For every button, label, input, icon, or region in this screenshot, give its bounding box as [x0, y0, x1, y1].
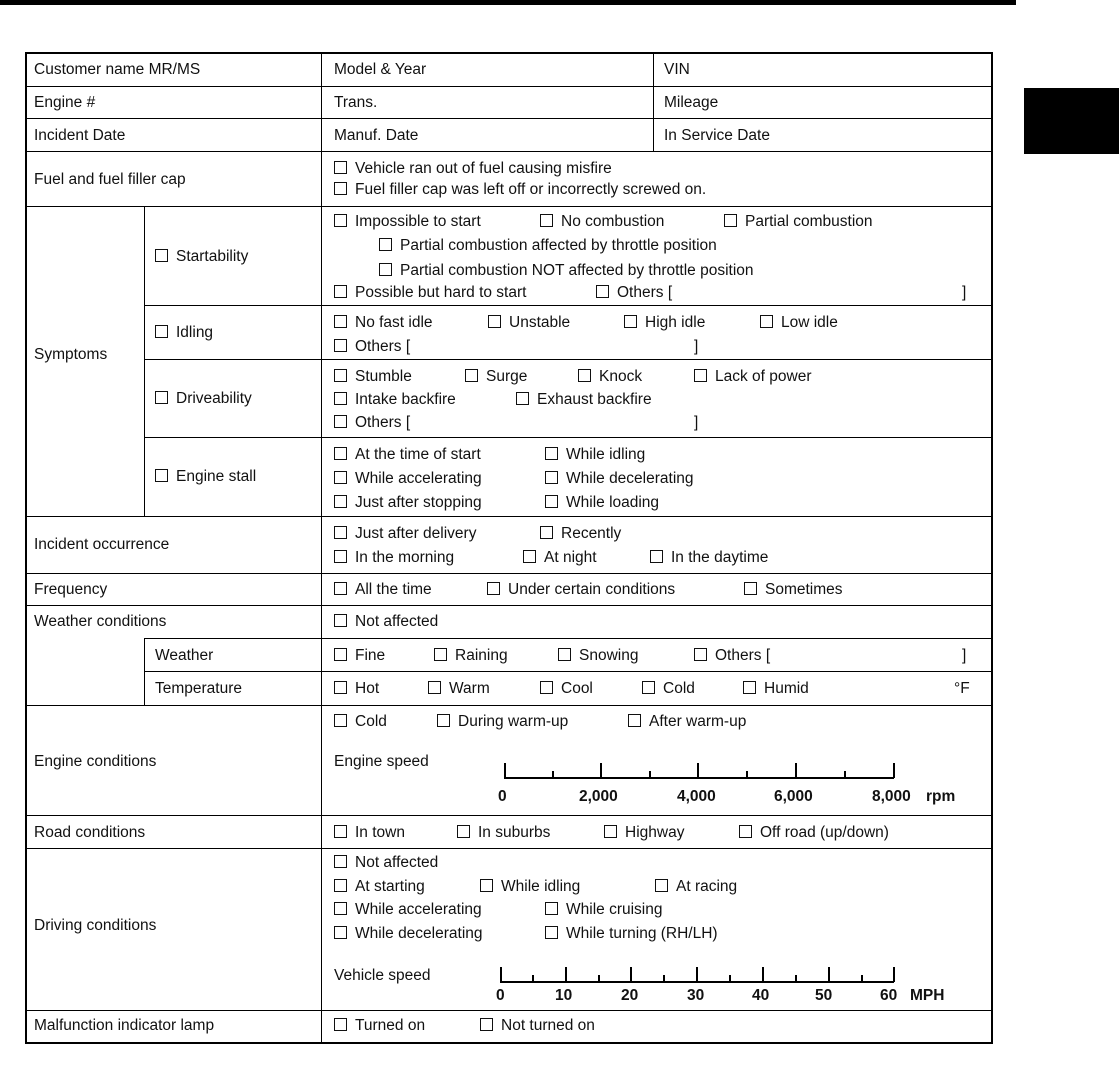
option[interactable]: During warm-up — [437, 713, 568, 731]
option[interactable]: Others [ — [694, 647, 770, 665]
checkbox[interactable] — [628, 714, 641, 727]
checkbox[interactable] — [379, 238, 392, 251]
bracket-close: ] — [962, 284, 967, 301]
major-tick — [565, 967, 567, 982]
checkbox[interactable] — [465, 369, 478, 382]
mileage-label: Mileage — [664, 94, 719, 111]
checkbox[interactable] — [428, 681, 441, 694]
checkbox[interactable] — [604, 825, 617, 838]
col-line — [144, 638, 145, 705]
checkbox[interactable] — [545, 447, 558, 460]
bracket-close: ] — [694, 414, 699, 431]
minor-tick — [729, 975, 731, 982]
checkbox[interactable] — [334, 214, 347, 227]
checkbox[interactable] — [379, 263, 392, 276]
checkbox[interactable] — [334, 315, 347, 328]
option[interactable]: In the morning — [334, 549, 454, 567]
checkbox[interactable] — [334, 161, 347, 174]
checkbox[interactable] — [155, 325, 168, 338]
scale-label: 40 — [752, 987, 770, 1004]
weather-conditions-label: Weather conditions — [34, 613, 167, 630]
checkbox[interactable] — [334, 714, 347, 727]
option[interactable]: Under certain conditions — [487, 581, 675, 599]
checkbox[interactable] — [155, 469, 168, 482]
major-tick — [762, 967, 764, 982]
option[interactable]: Exhaust backfire — [516, 391, 652, 409]
option[interactable]: Unstable — [488, 314, 570, 332]
checkbox[interactable] — [744, 582, 757, 595]
option[interactable]: At racing — [655, 878, 737, 896]
checkbox[interactable] — [334, 285, 347, 298]
option[interactable]: In town — [334, 824, 405, 842]
checkbox[interactable] — [540, 681, 553, 694]
option[interactable]: Not turned on — [480, 1017, 595, 1035]
option[interactable]: High idle — [624, 314, 705, 332]
option[interactable]: Partial combustion affected by throttle position — [379, 237, 717, 255]
checkbox[interactable] — [334, 582, 347, 595]
row-line — [25, 848, 993, 849]
unit-mph: MPH — [910, 987, 945, 1004]
temperature-label: Temperature — [155, 680, 243, 697]
scale-label: 10 — [555, 987, 573, 1004]
scale-label: 0 — [496, 987, 505, 1004]
row-line — [144, 305, 993, 306]
checkbox[interactable] — [437, 714, 450, 727]
row-line — [25, 118, 993, 119]
checkbox[interactable] — [655, 879, 668, 892]
row-line — [25, 516, 993, 517]
scale-label: 8,000 — [872, 788, 911, 805]
row-line — [144, 671, 993, 672]
minor-tick — [649, 771, 651, 778]
checkbox[interactable] — [540, 214, 553, 227]
row-line — [25, 605, 993, 606]
minor-tick — [861, 975, 863, 982]
option[interactable]: Warm — [428, 680, 490, 698]
checkbox[interactable] — [545, 926, 558, 939]
option[interactable]: Cold — [334, 713, 387, 731]
incident-date-label: Incident Date — [34, 127, 126, 144]
checkbox[interactable] — [596, 285, 609, 298]
col-line — [144, 206, 145, 516]
checkbox[interactable] — [334, 879, 347, 892]
checkbox[interactable] — [434, 648, 447, 661]
option[interactable]: Turned on — [334, 1017, 425, 1035]
bracket-close: ] — [962, 647, 967, 664]
checkbox[interactable] — [523, 550, 536, 563]
checkbox[interactable] — [334, 182, 347, 195]
minor-tick — [552, 771, 554, 778]
engine-conditions-label: Engine conditions — [34, 753, 157, 770]
checkbox[interactable] — [334, 614, 347, 627]
in-service-date-label: In Service Date — [664, 127, 770, 144]
checkbox[interactable] — [545, 495, 558, 508]
checkbox[interactable] — [334, 495, 347, 508]
major-tick — [600, 763, 602, 778]
minor-tick — [795, 975, 797, 982]
option[interactable]: Others [ — [334, 338, 410, 356]
option[interactable]: Off road (up/down) — [739, 824, 889, 842]
scale-label: 6,000 — [774, 788, 813, 805]
checkbox[interactable] — [488, 315, 501, 328]
unit-fahrenheit: °F — [954, 680, 970, 697]
checkbox[interactable] — [694, 369, 707, 382]
vin-label: VIN — [664, 61, 690, 78]
checkbox[interactable] — [457, 825, 470, 838]
option[interactable]: In the daytime — [650, 549, 768, 567]
checkbox[interactable] — [480, 879, 493, 892]
option[interactable]: Impossible to start — [334, 213, 481, 231]
row-line — [25, 815, 993, 816]
option[interactable]: No combustion — [540, 213, 664, 231]
col-line — [653, 52, 654, 151]
checkbox[interactable] — [578, 369, 591, 382]
checkbox[interactable] — [624, 315, 637, 328]
option[interactable]: Partial combustion — [724, 213, 873, 231]
option[interactable]: After warm-up — [628, 713, 746, 731]
row-line — [321, 638, 993, 639]
checkbox[interactable] — [334, 392, 347, 405]
option[interactable]: Just after delivery — [334, 525, 476, 543]
option[interactable]: While loading — [545, 494, 659, 512]
option[interactable]: Low idle — [760, 314, 838, 332]
scale-label: 20 — [621, 987, 639, 1004]
checkbox[interactable] — [724, 214, 737, 227]
option[interactable]: Others [ — [334, 414, 410, 432]
idling-option[interactable]: Idling — [155, 324, 213, 342]
option[interactable]: Snowing — [558, 647, 638, 665]
option[interactable]: Knock — [578, 368, 642, 386]
scale-label: 4,000 — [677, 788, 716, 805]
section-tab — [1024, 88, 1119, 154]
checkbox[interactable] — [540, 526, 553, 539]
major-tick — [500, 967, 502, 982]
checkbox[interactable] — [334, 339, 347, 352]
unit-rpm: rpm — [926, 788, 956, 805]
checkbox[interactable] — [334, 550, 347, 563]
minor-tick — [844, 771, 846, 778]
option[interactable]: Fine — [334, 647, 385, 665]
minor-tick — [746, 771, 748, 778]
model-year-label: Model & Year — [334, 61, 427, 78]
option[interactable]: All the time — [334, 581, 432, 599]
vehicle-speed-label: Vehicle speed — [334, 967, 431, 984]
bracket-close: ] — [694, 338, 699, 355]
option[interactable]: Raining — [434, 647, 508, 665]
row-line — [144, 359, 993, 360]
col-line — [321, 52, 322, 1044]
option[interactable]: At starting — [334, 878, 425, 896]
mil-label: Malfunction indicator lamp — [34, 1017, 215, 1034]
fuel-option[interactable]: Vehicle ran out of fuel causing misfire — [334, 160, 612, 178]
checkbox[interactable] — [545, 471, 558, 484]
option[interactable]: Hot — [334, 680, 379, 698]
symptoms-label: Symptoms — [34, 346, 108, 363]
major-tick — [696, 967, 698, 982]
customer-name-label: Customer name MR/MS — [34, 61, 201, 78]
option[interactable]: Highway — [604, 824, 684, 842]
option[interactable]: Surge — [465, 368, 527, 386]
option[interactable]: Cold — [642, 680, 695, 698]
option[interactable]: While decelerating — [334, 925, 483, 943]
row-line — [25, 573, 993, 574]
row-line — [25, 705, 993, 706]
option[interactable]: While accelerating — [334, 901, 482, 919]
major-tick — [697, 763, 699, 778]
option[interactable]: Not affected — [334, 854, 438, 872]
option[interactable]: At the time of start — [334, 446, 481, 464]
option[interactable]: Possible but hard to start — [334, 284, 526, 302]
engine-speed-scale — [504, 777, 894, 779]
checkbox[interactable] — [334, 471, 347, 484]
checkbox[interactable] — [480, 1018, 493, 1031]
option[interactable]: Just after stopping — [334, 494, 482, 512]
driving-conditions-label: Driving conditions — [34, 917, 157, 934]
option[interactable]: At night — [523, 549, 597, 567]
checkbox[interactable] — [642, 681, 655, 694]
checkbox[interactable] — [155, 391, 168, 404]
minor-tick — [598, 975, 600, 982]
scale-label: 60 — [880, 987, 898, 1004]
major-tick — [828, 967, 830, 982]
manuf-date-label: Manuf. Date — [334, 127, 419, 144]
option[interactable]: While accelerating — [334, 470, 482, 488]
engine-speed-label: Engine speed — [334, 753, 429, 770]
option[interactable]: Not affected — [334, 613, 438, 631]
engine-number-label: Engine # — [34, 94, 96, 111]
checkbox[interactable] — [334, 855, 347, 868]
checkbox[interactable] — [334, 825, 347, 838]
checkbox[interactable] — [545, 902, 558, 915]
option[interactable]: Lack of power — [694, 368, 812, 386]
checkbox[interactable] — [155, 249, 168, 262]
top-rule — [0, 0, 1016, 5]
trans-label: Trans. — [334, 94, 378, 111]
major-tick — [795, 763, 797, 778]
option[interactable]: In suburbs — [457, 824, 550, 842]
checkbox[interactable] — [334, 415, 347, 428]
option[interactable]: While turning (RH/LH) — [545, 925, 718, 943]
option[interactable]: Sometimes — [744, 581, 843, 599]
minor-tick — [663, 975, 665, 982]
option[interactable]: While decelerating — [545, 470, 694, 488]
incident-occurrence-label: Incident occurrence — [34, 536, 170, 553]
minor-tick — [532, 975, 534, 982]
checkbox[interactable] — [334, 526, 347, 539]
checkbox[interactable] — [334, 926, 347, 939]
checkbox[interactable] — [334, 369, 347, 382]
scale-label: 30 — [687, 987, 705, 1004]
checkbox[interactable] — [743, 681, 756, 694]
row-line — [25, 151, 993, 152]
major-tick — [630, 967, 632, 982]
checkbox[interactable] — [334, 447, 347, 460]
option[interactable]: No fast idle — [334, 314, 433, 332]
option[interactable]: Others [ — [596, 284, 672, 302]
option[interactable]: While idling — [480, 878, 580, 896]
checkbox[interactable] — [558, 648, 571, 661]
checkbox[interactable] — [334, 648, 347, 661]
scale-label: 2,000 — [579, 788, 618, 805]
major-tick — [893, 967, 895, 982]
fuel-option[interactable]: Fuel filler cap was left off or incorrectly screwed on. — [334, 181, 706, 199]
option[interactable]: While cruising — [545, 901, 662, 919]
option[interactable]: Recently — [540, 525, 621, 543]
driveability-option[interactable]: Driveability — [155, 390, 252, 408]
row-line — [144, 437, 993, 438]
checkbox[interactable] — [760, 315, 773, 328]
scale-label: 0 — [498, 788, 507, 805]
major-tick — [504, 763, 506, 778]
checkbox[interactable] — [487, 582, 500, 595]
option[interactable]: While idling — [545, 446, 645, 464]
startability-option[interactable]: Startability — [155, 248, 248, 266]
checkbox[interactable] — [650, 550, 663, 563]
option[interactable]: Cool — [540, 680, 593, 698]
engine-stall-option[interactable]: Engine stall — [155, 468, 256, 486]
row-line — [25, 86, 993, 87]
checkbox[interactable] — [739, 825, 752, 838]
checkbox[interactable] — [334, 1018, 347, 1031]
checkbox[interactable] — [516, 392, 529, 405]
option[interactable]: Humid — [743, 680, 809, 698]
major-tick — [893, 763, 895, 778]
row-line — [25, 1010, 993, 1011]
weather-label: Weather — [155, 647, 214, 664]
scale-label: 50 — [815, 987, 833, 1004]
frequency-label: Frequency — [34, 581, 108, 598]
option[interactable]: Partial combustion NOT affected by throttle position — [379, 262, 754, 280]
option[interactable]: Intake backfire — [334, 391, 456, 409]
road-conditions-label: Road conditions — [34, 824, 146, 841]
row-line — [25, 206, 993, 207]
option[interactable]: Stumble — [334, 368, 412, 386]
fuel-label: Fuel and fuel filler cap — [34, 171, 186, 188]
checkbox[interactable] — [334, 902, 347, 915]
checkbox[interactable] — [334, 681, 347, 694]
checkbox[interactable] — [694, 648, 707, 661]
